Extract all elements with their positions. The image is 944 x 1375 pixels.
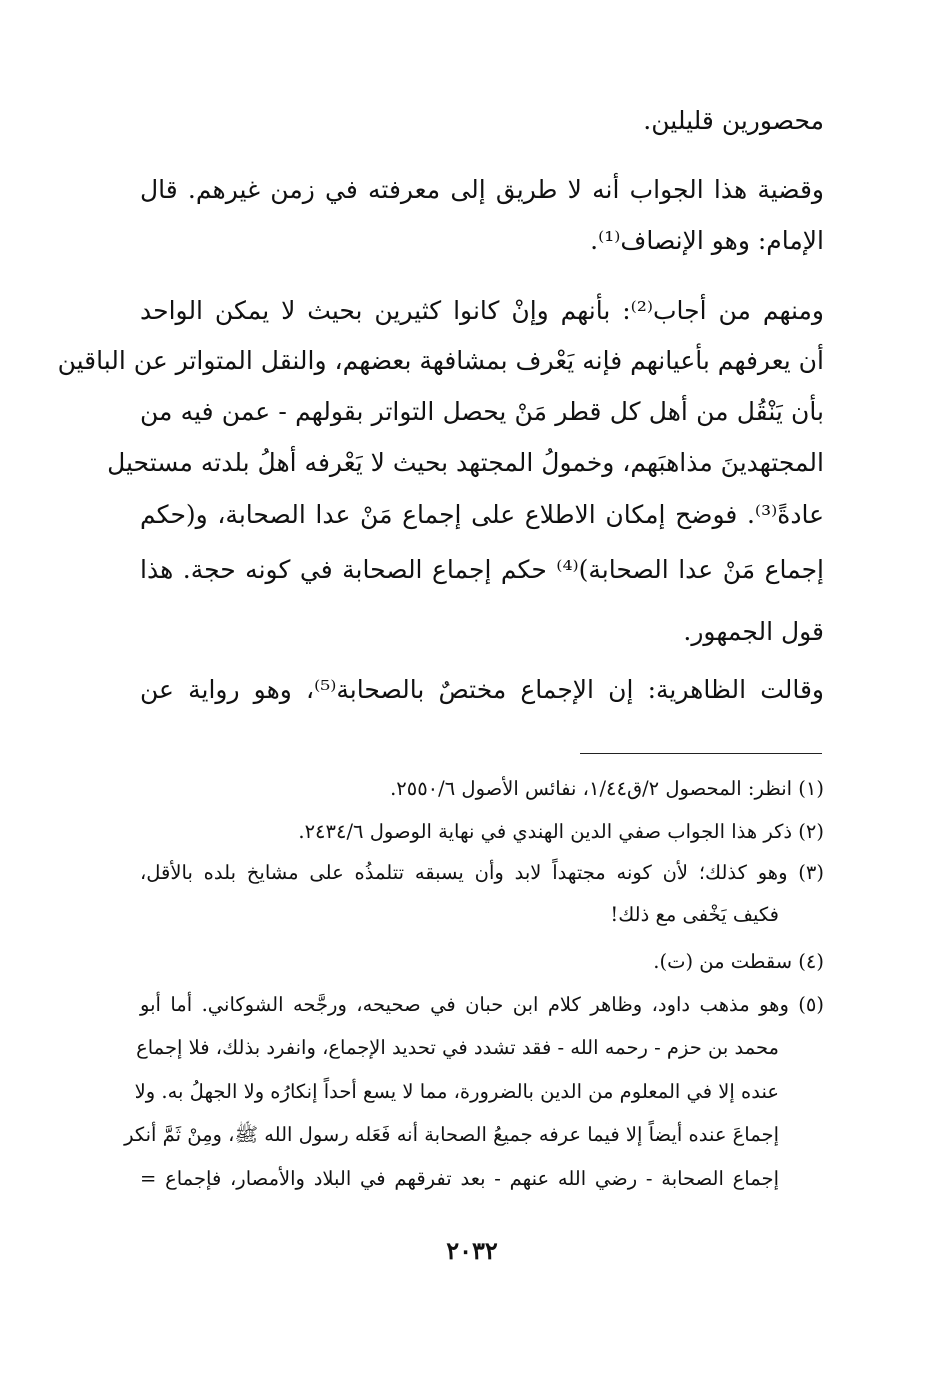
text-line: إجماع مَنْ عدا الصحابة)⁽⁴⁾ حكم إجماع الصحابة في كونه حجة. هذا	[140, 555, 825, 584]
footnote-continuation: فكيف يَخْفى مع ذلك!	[610, 903, 779, 926]
text-line: قول الجمهور.	[683, 617, 824, 646]
footnote-continuation: إجماعَ عنده أيضاً إلا فيما عرفه جميعُ الصحابة أنه فَعَله رسول الله ﷺ، ومِنْ ثَمَّ أنكر	[124, 1123, 779, 1146]
text-line: المجتهدينَ مذاهبَهم، وخمولُ المجتهد بحيث لا يَعْرفه أهلُ بلدته مستحيل	[107, 448, 824, 477]
footnote-separator	[580, 753, 822, 754]
footnote-continuation: محمد بن حزم - رحمه الله - فقد تشدد في تحديد الإجماع، وانفرد بذلك، فلا إجماع	[136, 1036, 779, 1059]
text-line: وقضية هذا الجواب أنه لا طريق إلى معرفته في زمن غيرهم. قال	[140, 175, 824, 204]
text-line: وقالت الظاهرية: إن الإجماع مختصٌ بالصحابة⁽⁵⁾، وهو رواية عن	[140, 675, 824, 704]
text-line: أن يعرفهم بأعيانهم فإنه يَعْرف بمشافهة بعضهم، والنقل المتواتر عن الباقين	[57, 346, 824, 375]
footnote: (٣) وهو كذلك؛ لأن كونه مجتهداً لابد وأن يسبقه تتلمذُه على مشايخ بلده بالأقل،	[140, 861, 824, 884]
text-line: محصورين قليلين.	[643, 106, 824, 135]
footnote: (٥) وهو مذهب داود، وظاهر كلام ابن حبان في صحيحه، ورجَّحه الشوكاني. أما أبو	[140, 993, 824, 1016]
text-line: بأن يَنْقُل من أهل كل قطر مَنْ يحصل التواتر بقولهم - عمن فيه من	[140, 397, 824, 426]
text-line: ومنهم من أجاب⁽²⁾: بأنهم وإنْ كانوا كثيرين بحيث لا يمكن الواحد	[140, 296, 824, 325]
footnote: (٢) ذكر هذا الجواب صفي الدين الهندي في نهاية الوصول ٢٤٣٤/٦.	[298, 820, 824, 843]
footnote: (١) انظر: المحصول ٢/ق١/٤٤، نفائس الأصول ٢٥٥٠/٦.	[390, 777, 824, 800]
footnote: (٤) سقطت من (ت).	[653, 950, 824, 973]
footnote-continuation: عنده إلا في المعلوم من الدين بالضرورة، مما لا يسع أحداً إنكارُه ولا الجهلُ به. ولا	[134, 1080, 779, 1103]
footnote-continuation: إجماع الصحابة - رضي الله عنهم - بعد تفرقهم في البلاد والأمصار، فإجماع =	[140, 1167, 779, 1190]
text-line: عادةً⁽³⁾. فوضح إمكان الاطلاع على إجماع مَنْ عدا الصحابة، و(حكم	[140, 500, 824, 529]
text-line: الإمام: وهو الإنصاف⁽¹⁾.	[590, 226, 824, 255]
page-number: ٢٠٣٢	[446, 1236, 498, 1265]
